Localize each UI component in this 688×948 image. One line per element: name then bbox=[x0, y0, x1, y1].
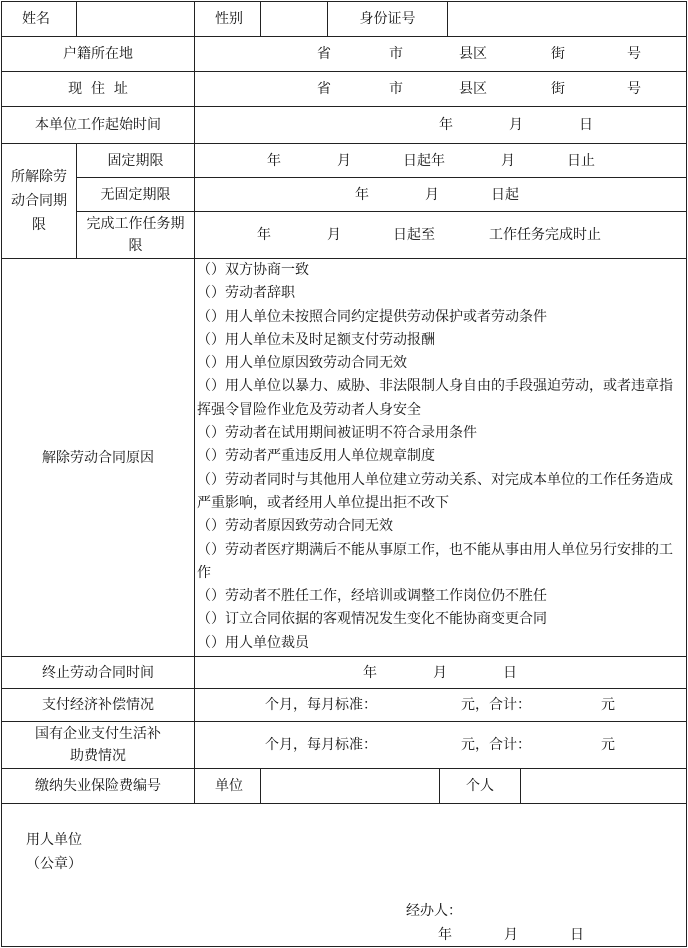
work-start-row bbox=[2, 107, 687, 144]
compensation-label: 支付经济补偿情况 bbox=[2, 689, 195, 722]
address-field[interactable] bbox=[195, 72, 687, 107]
name-label: 姓名 bbox=[2, 2, 77, 37]
hukou-street: 街 bbox=[551, 46, 565, 62]
signature-cell bbox=[2, 804, 687, 947]
compensation-months: 个月，每月标准： bbox=[265, 697, 377, 713]
term-open-label: 无固定期限 bbox=[77, 178, 195, 212]
id-label: 身份证号 bbox=[328, 2, 448, 37]
compensation-unit: 元 bbox=[601, 697, 615, 713]
subsidy-field[interactable] bbox=[195, 722, 687, 769]
term-open-month: 月 bbox=[425, 186, 439, 203]
insurance-personal-field[interactable] bbox=[521, 769, 687, 804]
term-task-month: 月 bbox=[327, 227, 341, 243]
reason-option[interactable]: （）用人单位原因致劳动合同无效 bbox=[197, 355, 407, 372]
name-field[interactable] bbox=[77, 2, 195, 37]
compensation-total: 元，合计： bbox=[461, 697, 531, 713]
address-label: 现 住 址 bbox=[2, 72, 195, 107]
term-fixed-start-day: 日起年 bbox=[403, 152, 445, 169]
gender-field[interactable] bbox=[261, 2, 328, 37]
hukou-field[interactable] bbox=[195, 37, 687, 72]
work-start-month: 月 bbox=[509, 117, 523, 133]
work-start-day: 日 bbox=[579, 117, 593, 133]
term-open-day: 日起 bbox=[491, 186, 519, 203]
term-fixed-start-month: 月 bbox=[337, 152, 351, 169]
insurance-unit-field[interactable] bbox=[261, 769, 440, 804]
insurance-label: 缴纳失业保险费编号 bbox=[2, 769, 195, 804]
reason-option[interactable]: （）用人单位未及时足额支付劳动报酬 bbox=[197, 331, 435, 348]
subsidy-total: 元，合计： bbox=[461, 737, 531, 753]
reason-option[interactable]: （）双方协商一致 bbox=[197, 262, 309, 278]
hukou-number: 号 bbox=[627, 46, 641, 62]
termination-year: 年 bbox=[363, 664, 377, 681]
termination-month: 月 bbox=[433, 664, 447, 681]
reason-option[interactable]: （）订立合同依据的客观情况发生变化不能协商变更合同 bbox=[197, 611, 547, 628]
subsidy-unit: 元 bbox=[601, 737, 615, 753]
insurance-row bbox=[2, 769, 687, 804]
reason-option[interactable]: （）劳动者辞职 bbox=[197, 285, 295, 302]
compensation-field[interactable] bbox=[195, 689, 687, 722]
signature-seal-label: （公章） bbox=[26, 856, 82, 872]
reasons-label: 解除劳动合同原因 bbox=[2, 259, 195, 657]
address-province: 省 bbox=[317, 81, 331, 97]
form-table bbox=[1, 1, 687, 947]
term-fixed-end-day: 日止 bbox=[567, 152, 595, 169]
reason-option[interactable]: （）用人单位裁员 bbox=[197, 634, 309, 651]
subsidy-label: 国有企业支付生活补助费情况 bbox=[2, 722, 195, 769]
reason-option[interactable]: （）劳动者严重违反用人单位规章制度 bbox=[197, 448, 435, 465]
address-county: 县区 bbox=[459, 81, 487, 97]
term-fixed-row bbox=[2, 144, 687, 178]
signature-year: 年 bbox=[438, 927, 452, 943]
header-row bbox=[2, 2, 687, 37]
insurance-unit-label: 单位 bbox=[195, 769, 261, 804]
signature-date bbox=[438, 924, 584, 946]
subsidy-row bbox=[2, 722, 687, 769]
insurance-personal-label: 个人 bbox=[440, 769, 521, 804]
term-group-label: 所解除劳动合同期限 bbox=[2, 144, 77, 259]
reasons-row bbox=[2, 259, 687, 657]
term-open-row bbox=[2, 178, 687, 212]
signature-unit-block bbox=[26, 828, 82, 876]
signature-unit-label: 用人单位 bbox=[26, 832, 82, 848]
termination-field[interactable] bbox=[195, 657, 687, 689]
id-field[interactable] bbox=[448, 2, 687, 37]
term-task-day: 日起至 bbox=[393, 227, 435, 243]
reasons-list bbox=[195, 259, 687, 657]
signature-row bbox=[2, 804, 687, 947]
hukou-city: 市 bbox=[389, 46, 403, 62]
work-start-year: 年 bbox=[439, 117, 453, 133]
termination-label: 终止劳动合同时间 bbox=[2, 657, 195, 689]
term-fixed-field[interactable] bbox=[195, 144, 687, 178]
address-city: 市 bbox=[389, 81, 403, 97]
address-street: 街 bbox=[551, 81, 565, 97]
termination-row bbox=[2, 657, 687, 689]
term-fixed-start-year: 年 bbox=[267, 152, 281, 169]
term-task-row bbox=[2, 212, 687, 259]
gender-label: 性别 bbox=[195, 2, 261, 37]
hukou-row bbox=[2, 37, 687, 72]
address-row bbox=[2, 72, 687, 107]
reason-option[interactable]: （）劳动者原因致劳动合同无效 bbox=[197, 518, 393, 535]
termination-day: 日 bbox=[503, 664, 517, 681]
term-fixed-end-month: 月 bbox=[501, 152, 515, 169]
term-task-label: 完成工作任务期限 bbox=[77, 212, 195, 259]
term-task-year: 年 bbox=[257, 227, 271, 243]
work-start-label: 本单位工作起始时间 bbox=[2, 107, 195, 144]
signature-month: 月 bbox=[504, 927, 518, 943]
reason-option[interactable]: （）劳动者医疗期满后不能从事原工作，也不能从事由用人单位另行安排的工作 bbox=[197, 541, 673, 581]
term-open-field[interactable] bbox=[195, 178, 687, 212]
hukou-province: 省 bbox=[317, 46, 331, 62]
work-start-field[interactable] bbox=[195, 107, 687, 144]
hukou-label: 户籍所在地 bbox=[2, 37, 195, 72]
reason-option[interactable]: （）劳动者同时与其他用人单位建立劳动关系、对完成本单位的工作任务造成严重影响，或者经用人单位提出拒不改下 bbox=[197, 471, 673, 511]
reason-option[interactable]: （）劳动者在试用期间被证明不符合录用条件 bbox=[197, 425, 477, 442]
signature-day: 日 bbox=[570, 927, 584, 943]
compensation-row bbox=[2, 689, 687, 722]
term-open-year: 年 bbox=[355, 186, 369, 203]
address-number: 号 bbox=[627, 81, 641, 97]
term-task-end: 工作任务完成时止 bbox=[489, 227, 601, 243]
reason-option[interactable]: （）用人单位以暴力、威胁、非法限制人身自由的手段强迫劳动，或者违章指挥强令冒险作业危及劳动者人身安全 bbox=[197, 378, 673, 418]
signature-agent-label: 经办人： bbox=[406, 903, 462, 919]
subsidy-months: 个月，每月标准： bbox=[265, 737, 377, 753]
term-fixed-label: 固定期限 bbox=[77, 144, 195, 178]
term-task-field[interactable] bbox=[195, 212, 687, 259]
hukou-county: 县区 bbox=[459, 46, 487, 62]
reason-option[interactable]: （）劳动者不胜任工作，经培训或调整工作岗位仍不胜任 bbox=[197, 588, 547, 605]
reason-option[interactable]: （）用人单位未按照合同约定提供劳动保护或者劳动条件 bbox=[197, 308, 547, 325]
